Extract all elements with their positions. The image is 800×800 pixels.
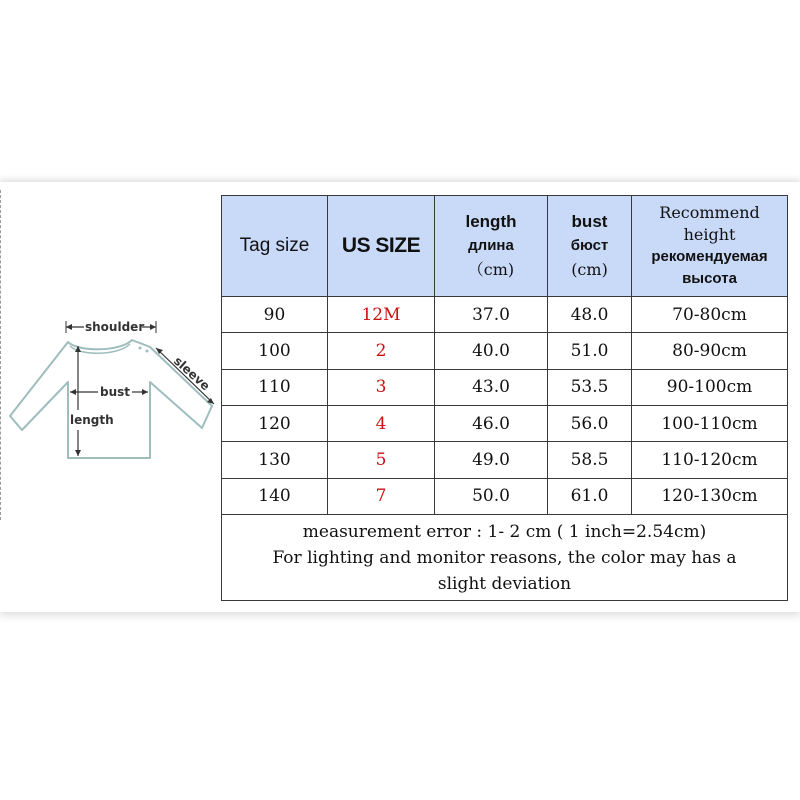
bust-label: bust — [100, 385, 131, 399]
cell-us-size: 2 — [328, 333, 435, 369]
header-length: length длина （cm) — [435, 196, 548, 297]
cell-tag-size: 110 — [222, 369, 328, 405]
cell-length: 37.0 — [435, 297, 548, 333]
cell-bust: 48.0 — [548, 297, 632, 333]
cell-height: 120-130cm — [632, 478, 788, 514]
cell-length: 50.0 — [435, 478, 548, 514]
cell-us-size: 7 — [328, 478, 435, 514]
measurement-note — [222, 515, 788, 601]
cell-length: 49.0 — [435, 442, 548, 478]
length-measure-arrow — [75, 346, 81, 456]
cell-height: 100-110cm — [632, 406, 788, 442]
cell-us-size: 5 — [328, 442, 435, 478]
garment-measurement-diagram — [0, 300, 222, 470]
cell-bust: 61.0 — [548, 478, 632, 514]
cell-bust: 56.0 — [548, 406, 632, 442]
header-tag-size: Tag size — [222, 196, 328, 297]
header-bust: bust бюст (cm) — [548, 196, 632, 297]
cell-bust: 58.5 — [548, 442, 632, 478]
table-row — [222, 369, 788, 405]
cell-bust: 51.0 — [548, 333, 632, 369]
length-label: length — [70, 413, 114, 427]
table-row — [222, 478, 788, 514]
table-row — [222, 333, 788, 369]
cell-height: 70-80cm — [632, 297, 788, 333]
cell-height: 110-120cm — [632, 442, 788, 478]
cell-length: 40.0 — [435, 333, 548, 369]
sleeve-label: sleeve — [170, 353, 213, 394]
note-line-deviation: slight deviation — [437, 573, 572, 594]
cell-length: 46.0 — [435, 406, 548, 442]
note-line-error: measurement error : 1- 2 cm ( 1 inch=2.54cm) — [302, 521, 707, 542]
cell-us-size: 3 — [328, 369, 435, 405]
cell-us-size: 12M — [328, 297, 435, 333]
cell-length: 43.0 — [435, 369, 548, 405]
header-recommend-height: Recommend height рекомендуемая высота — [632, 196, 788, 297]
note-line-color: For lighting and monitor reasons, the color may has a — [272, 547, 737, 568]
cell-tag-size: 100 — [222, 333, 328, 369]
header-us-size: US SIZE — [328, 196, 435, 297]
note-row — [222, 515, 788, 601]
cell-tag-size: 90 — [222, 297, 328, 333]
table-row — [222, 406, 788, 442]
cell-tag-size: 140 — [222, 478, 328, 514]
shoulder-label: shoulder — [85, 320, 145, 334]
table-row — [222, 442, 788, 478]
table-row — [222, 297, 788, 333]
cell-us-size: 4 — [328, 406, 435, 442]
cell-tag-size: 130 — [222, 442, 328, 478]
cell-height: 90-100cm — [632, 369, 788, 405]
cell-bust: 53.5 — [548, 369, 632, 405]
table-header-row — [222, 196, 788, 297]
cell-height: 80-90cm — [632, 333, 788, 369]
cell-tag-size: 120 — [222, 406, 328, 442]
size-chart-table — [221, 195, 788, 601]
